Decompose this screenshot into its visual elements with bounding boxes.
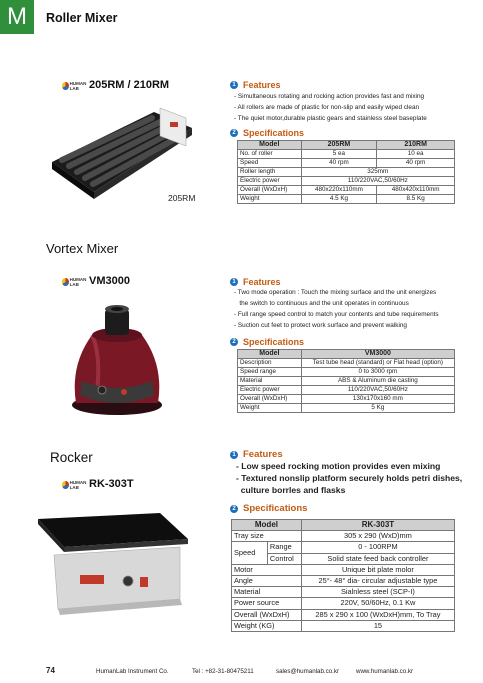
table-row: Overall (WxDxH) 285 x 290 x 100 (WxDxH)mm, To Tray — [232, 609, 455, 620]
vortex-features-list — [234, 287, 439, 331]
header-cell: VM3000 — [301, 350, 454, 359]
roller-features-heading: 1 Features — [230, 80, 281, 90]
table-row: Power source 220V, 50/60Hz, 0.1 Kw — [232, 598, 455, 609]
footer-website[interactable]: www.humanlab.co.kr — [356, 668, 414, 675]
vortex-mixer-image — [62, 295, 172, 420]
table-row: Electric power 110/220VAC,50/60Hz — [238, 177, 455, 186]
table-row: Overall (WxDxH) 480x220x110mm 480x420x110mm — [238, 186, 455, 195]
rocker-spec-heading: 2 Specifications — [230, 503, 307, 514]
list-item: - All rollers are made of plastic for non-slip and easily wiped clean — [234, 104, 420, 111]
header-cell: Model — [238, 141, 302, 150]
table-header-row — [238, 141, 455, 150]
roller-model-label: 205RM / 210RM — [89, 79, 170, 91]
footer-email[interactable]: sales@humanlab.co.kr — [276, 668, 340, 675]
roller-spec-table — [237, 140, 455, 204]
rocker-image — [30, 497, 195, 617]
vortex-spec-heading: 2 Specifications — [230, 337, 304, 347]
header-cell: RK-303T — [301, 520, 454, 531]
table-row: Angle 25°- 48° dia- circular adjustable type — [232, 575, 455, 586]
rocker-features-heading: 1 Features — [230, 449, 283, 460]
list-item: - Suction cut feet to protect work surface and prevent walking — [234, 322, 407, 329]
list-item: - The quiet motor,durable plastic gears and stainless steel baseplate — [234, 115, 427, 122]
humanlab-logo: HUMAN LAB — [62, 479, 92, 490]
humanlab-logo: HUMAN LAB — [62, 276, 92, 287]
table-row: Speed range 0 to 3000 rpm — [238, 368, 455, 377]
section-letter-badge: M — [0, 0, 34, 34]
humanlab-logo: HUMAN LAB — [62, 80, 92, 91]
table-row: Description Test tube head (standard) or Flat head (option) — [238, 359, 455, 368]
header-cell: 205RM — [301, 141, 377, 150]
table-row: Speed 40 rpm 40 rpm — [238, 159, 455, 168]
vortex-section-title: Vortex Mixer — [46, 241, 119, 256]
table-row: Weight 4.5 Kg 8.5 Kg — [238, 195, 455, 204]
table-row: Control Solid state feed back controller — [232, 553, 455, 564]
table-row: Speed Range 0 - 100RPM — [232, 542, 455, 553]
roller-spec-heading: 2 Specifications — [230, 128, 304, 138]
footer-tel: Tel : +82-31-80475211 — [192, 668, 254, 675]
footer-company: HumanLab Instrument Co. — [96, 668, 169, 675]
rocker-features-list — [236, 460, 462, 496]
list-item: - Two mode operation : Touch the mixing surface and the unit energizes — [234, 289, 437, 296]
list-item: - Low speed rocking motion provides even mixing — [236, 461, 441, 471]
header-cell: Model — [232, 520, 302, 531]
page-number: 74 — [46, 666, 55, 675]
table-header-row — [232, 520, 455, 531]
table-row: Weight 5 Kg — [238, 404, 455, 413]
table-row: Material ABS & Aluminum die casting — [238, 377, 455, 386]
table-header-row — [238, 350, 455, 359]
vortex-features-heading: 1 Features — [230, 277, 281, 287]
list-item: - Simultaneous rotating and rocking action provides fast and mixing — [234, 93, 425, 100]
table-row: No. of roller 5 ea 10 ea — [238, 150, 455, 159]
roller-mixer-image — [34, 100, 204, 200]
list-item: - Full range speed control to match your contents and tube requirements — [234, 311, 439, 318]
table-row: Weight (KG) 15 — [232, 620, 455, 631]
table-row: Electric power 110/220VAC,50/60Hz — [238, 386, 455, 395]
rocker-model-label: RK-303T — [89, 478, 134, 490]
table-row: Material Sialnless steel (SCP-I) — [232, 587, 455, 598]
table-row: Overall (WxDxH) 130x170x160 mm — [238, 395, 455, 404]
vortex-model-label: VM3000 — [89, 275, 130, 287]
rocker-section-title: Rocker — [50, 450, 93, 465]
header-cell: Model — [238, 350, 302, 359]
vortex-spec-table — [237, 349, 455, 413]
list-item: - Textured nonslip platform securely holds petri dishes, — [236, 473, 463, 483]
table-row: Motor Unique bit plate molor — [232, 564, 455, 575]
rocker-spec-table — [231, 519, 455, 632]
page-title: Roller Mixer — [46, 11, 118, 25]
list-item: the switch to continuous and the unit operates in continuous — [234, 300, 409, 307]
roller-features-list — [234, 91, 427, 124]
table-row: Roller length 325mm — [238, 168, 455, 177]
roller-image-caption: 205RM — [168, 193, 196, 203]
list-item: culture borrles and flasks — [236, 485, 346, 495]
header-cell: 210RM — [377, 141, 455, 150]
table-row: Tray size 305 x 290 (WxD)mm — [232, 531, 455, 542]
